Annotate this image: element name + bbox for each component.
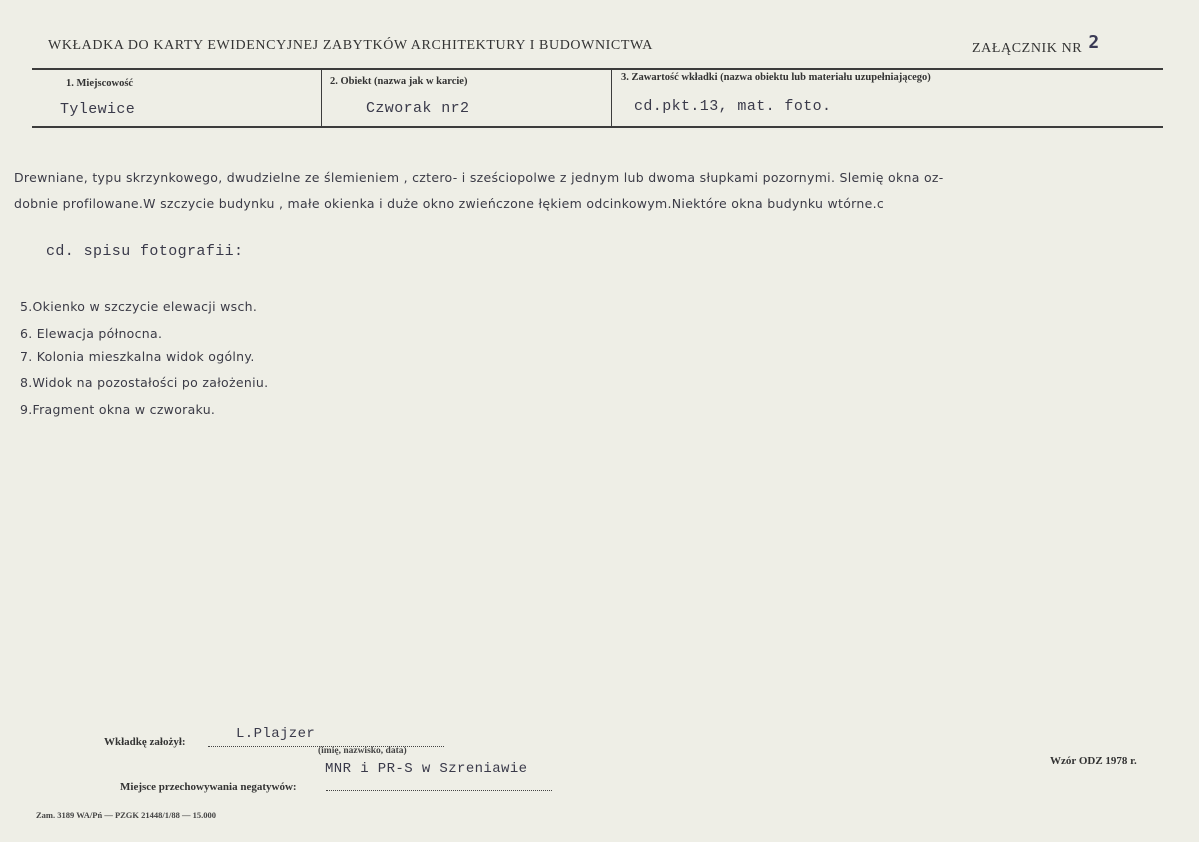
- print-code: Zam. 3189 WA/Pń — PZGK 21448/1/88 — 15.000: [36, 810, 217, 820]
- attachment-number: [972, 32, 1100, 57]
- object-label: 2. Obiekt (nazwa jak w karcie): [330, 76, 468, 87]
- photo-list-item: 9.Fragment okna w czworaku.: [20, 402, 216, 417]
- form-model: Wzór ODZ 1978 r.: [1050, 755, 1137, 767]
- photo-list-heading: cd. spisu fotografii:: [46, 243, 244, 260]
- locality-value: Tylewice: [60, 101, 136, 118]
- negatives-label: Miejsce przechowywania negatywów:: [120, 781, 297, 793]
- contents-label: 3. Zawartość wkładki (nazwa obiektu lub materiału uzupełniającego): [621, 72, 931, 83]
- description-line-1: Drewniane, typu skrzynkowego, dwudzielne ze ślemieniem , cztero- i sześciopolwe z jednym lub dwoma słupkami pozornymi. Slemię okna oz-: [14, 170, 944, 185]
- photo-list-item: 6. Elewacja północna.: [20, 326, 163, 341]
- column-divider-1: [321, 70, 322, 126]
- created-by-label: Wkładkę założył:: [104, 736, 186, 748]
- photo-list-item: 8.Widok na pozostałości po założeniu.: [20, 375, 269, 390]
- locality-label: 1. Miejscowość: [66, 78, 134, 89]
- contents-value: cd.pkt.13, mat. foto.: [634, 98, 832, 115]
- attachment-number-value: 2: [1088, 32, 1100, 53]
- photo-list-item: 5.Okienko w szczycie elewacji wsch.: [20, 299, 258, 314]
- photo-list-item: 7. Kolonia mieszkalna widok ogólny.: [20, 349, 255, 364]
- table-top-rule: [32, 68, 1163, 70]
- description-line-2: dobnie profilowane.W szczycie budynku , małe okienka i duże okno zwieńczone łękiem odcinkowym.Niektóre okna budynku wtórne.c: [14, 196, 885, 211]
- created-by-hint: (imię, nazwisko, data): [318, 746, 407, 756]
- negatives-value: MNR i PR-S w Szreniawie: [325, 761, 528, 777]
- attachment-label: ZAŁĄCZNIK NR: [972, 41, 1083, 56]
- negatives-line: [326, 790, 552, 791]
- card-title: WKŁADKA DO KARTY EWIDENCYJNEJ ZABYTKÓW ARCHITEKTURY I BUDOWNICTWA: [48, 38, 653, 53]
- object-value: Czworak nr2: [366, 100, 470, 117]
- column-divider-2: [611, 70, 612, 126]
- table-bottom-rule: [32, 126, 1163, 128]
- created-by-value: L.Plajzer: [236, 726, 316, 742]
